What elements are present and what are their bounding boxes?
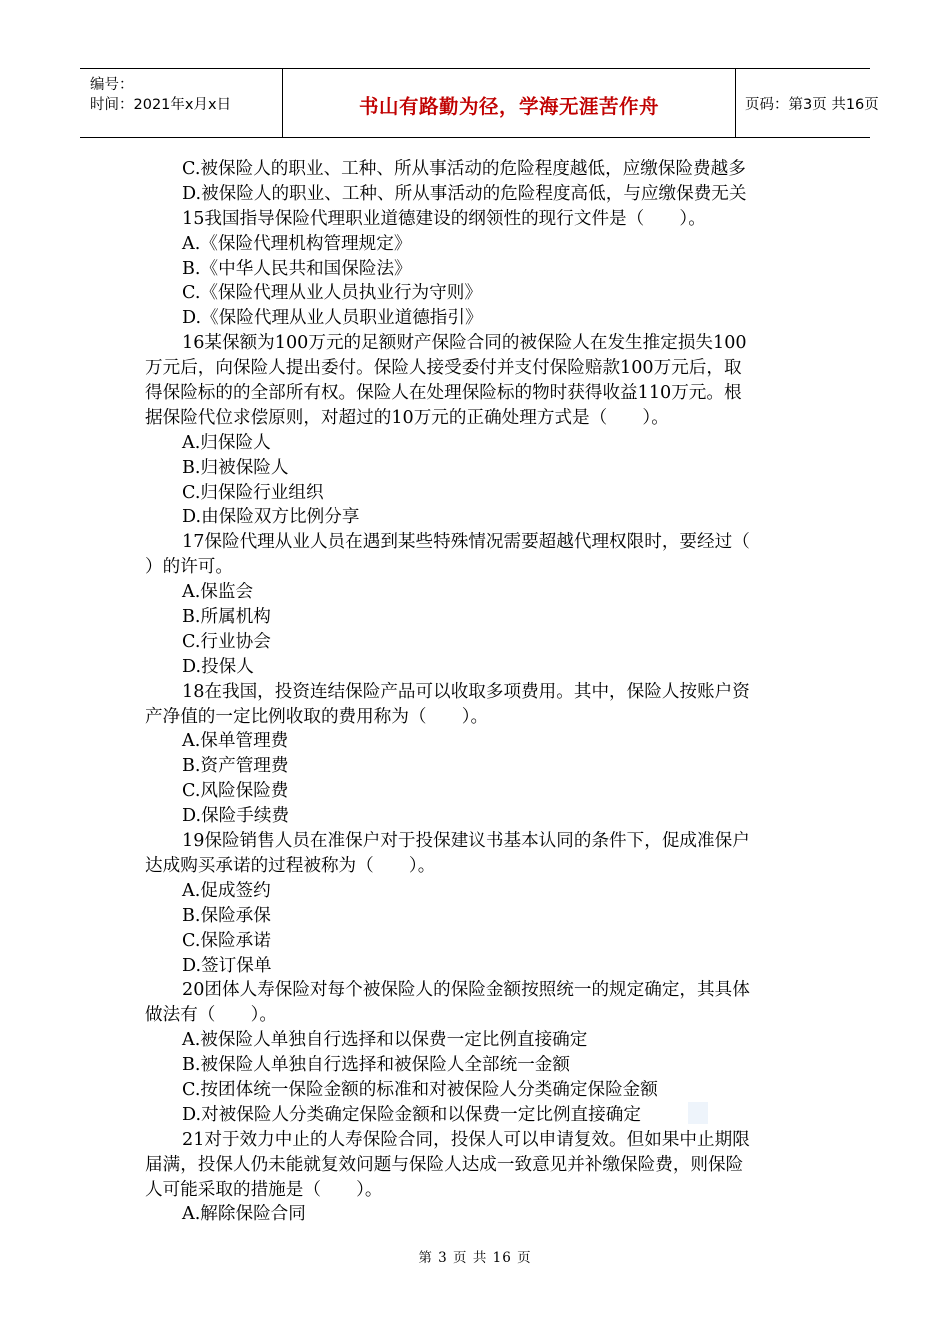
answer-option: A.保单管理费	[182, 731, 289, 752]
question-continuation: ）的许可。	[145, 557, 233, 578]
answer-option: D.《保险代理从业人员职业道德指引》	[182, 308, 483, 329]
answer-option: C.归保险行业组织	[182, 482, 324, 503]
answer-option: D.对被保险人分类确定保险金额和以保费一定比例直接确定	[182, 1104, 641, 1125]
answer-option: C.《保险代理从业人员执业行为守则》	[182, 283, 482, 304]
answer-option: C.保险承诺	[182, 930, 271, 951]
question-line: 18在我国，投资连结保险产品可以收取多项费用。其中，保险人按账户资	[182, 681, 750, 702]
page-code-label: 页码：第3页 共16页	[745, 97, 879, 113]
question-continuation: 产净值的一定比例收取的费用称为（ ）。	[145, 706, 489, 727]
answer-option: C.行业协会	[182, 631, 271, 652]
answer-option: C.被保险人的职业、工种、所从事活动的危险程度越低，应缴保险费越多	[182, 159, 746, 179]
page-footer: 第 3 页 共 16 页	[418, 1250, 532, 1266]
answer-option: D.投保人	[182, 656, 254, 677]
question-continuation: 人可能采取的措施是（ ）。	[145, 1179, 383, 1200]
question-line: 16某保额为100万元的足额财产保险合同的被保险人在发生推定损失100	[182, 333, 747, 354]
answer-option: A.《保险代理机构管理规定》	[182, 233, 412, 254]
question-line: 21对于效力中止的人寿保险合同，投保人可以申请复效。但如果中止期限	[182, 1129, 750, 1150]
motto-text: 书山有路勤为径，学海无涯苦作舟	[358, 95, 659, 118]
header-meta-cell	[80, 69, 282, 137]
header-motto-cell	[282, 69, 736, 137]
answer-option: D.由保险双方比例分享	[182, 507, 360, 528]
answer-option: D.被保险人的职业、工种、所从事活动的危险程度高低，与应缴保费无关	[182, 183, 747, 204]
answer-option: A.解除保险合同	[182, 1204, 306, 1225]
answer-option: B.资产管理费	[182, 756, 289, 777]
answer-option: B.《中华人民共和国保险法》	[182, 258, 412, 279]
document-date-label: 时间：2021年x月x日	[90, 97, 232, 113]
answer-option: D.签订保单	[182, 955, 272, 976]
answer-option: B.所属机构	[182, 607, 271, 628]
answer-option: D.保险手续费	[182, 806, 290, 827]
question-continuation: 届满，投保人仍未能就复效问题与保险人达成一致意见并补缴保险费，则保险	[145, 1154, 744, 1175]
answer-option: A.归保险人	[182, 432, 271, 453]
question-continuation: 据保险代位求偿原则，对超过的10万元的正确处理方式是（ ）。	[145, 407, 669, 428]
answer-option: C.按团体统一保险金额的标准和对被保险人分类确定保险金额	[182, 1079, 658, 1100]
question-continuation: 做法有（ ）。	[145, 1005, 277, 1026]
page-header	[80, 68, 879, 138]
question-line: 19保险销售人员在准保户对于投保建议书基本认同的条件下，促成准保户	[182, 831, 750, 852]
answer-option: B.保险承保	[182, 905, 271, 926]
question-line: 20团体人寿保险对每个被保险人的保险金额按照统一的规定确定，其具体	[182, 980, 750, 1001]
question-line: 15我国指导保险代理职业道德建设的纲领性的现行文件是（ ）。	[182, 208, 706, 229]
question-body	[145, 157, 810, 1227]
answer-option: B.被保险人单独自行选择和被保险人全部统一金额	[182, 1055, 570, 1076]
answer-option: A.促成签约	[182, 880, 271, 901]
document-number-label: 编号：	[90, 77, 134, 93]
answer-option: A.保监会	[182, 582, 254, 603]
question-continuation: 得保险标的的全部所有权。保险人在处理保险标的物时获得收益110万元。根	[145, 383, 742, 404]
question-line: 17保险代理从业人员在遇到某些特殊情况需要超越代理权限时，要经过（	[182, 532, 750, 553]
header-page-cell	[735, 69, 879, 137]
answer-option: A.被保险人单独自行选择和以保费一定比例直接确定	[182, 1030, 588, 1051]
answer-option: C.风险保险费	[182, 781, 289, 802]
answer-option: B.归被保险人	[182, 457, 289, 478]
highlight-mark	[688, 1102, 708, 1124]
question-continuation: 达成购买承诺的过程被称为（ ）。	[145, 855, 436, 876]
question-continuation: 万元后，向保险人提出委付。保险人接受委付并支付保险赔款100万元后，取	[145, 358, 742, 379]
